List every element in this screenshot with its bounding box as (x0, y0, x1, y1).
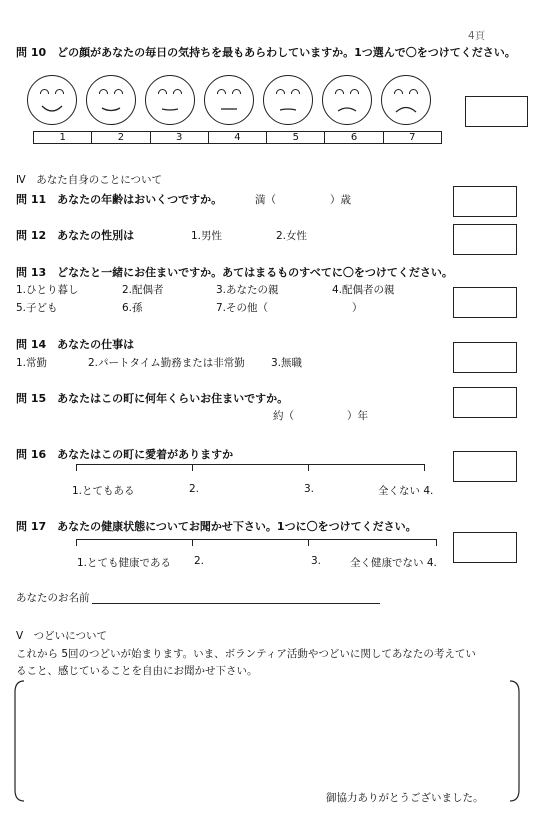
q14-option-3: 3.無職 (271, 357, 303, 369)
q13-answer-box[interactable] (453, 287, 517, 318)
face-4-neutral-icon[interactable] (204, 75, 254, 125)
q15-text: 問 15 あなたはこの町に何年くらいお住まいですか。 (16, 392, 289, 405)
name-label: あなたのお名前 (16, 592, 90, 604)
q12-text: 問 12 あなたの性別は (16, 229, 135, 242)
q17-answer-box[interactable] (453, 532, 517, 563)
q11-text: 問 11 あなたの年齢はおいくつですか。 (16, 193, 223, 206)
q12-answer-box[interactable] (453, 224, 517, 255)
face-2-happy-icon[interactable] (86, 75, 136, 125)
q16-label-1: 1.とてもある (72, 485, 135, 497)
q10-answer-box[interactable] (465, 96, 528, 127)
q11-age-prefix: 満（ (255, 194, 276, 206)
q13-text: 問 13 どなたと一緒にお住まいですか。あてはまるものすべてに〇をつけてください。 (16, 266, 453, 279)
q11-age-suffix: ）歳 (330, 194, 351, 206)
q17-label-2: 2. (194, 555, 205, 567)
face-3-slightly-happy-icon[interactable] (145, 75, 195, 125)
q14-text: 問 14 あなたの仕事は (16, 338, 135, 351)
q14-option-2: 2.パートタイム勤務または非常勤 (88, 357, 245, 369)
q16-text: 問 16 あなたはこの町に愛着がありますか (16, 448, 234, 461)
q13-option-1: 1.ひとり暮し (16, 284, 79, 296)
scale-2: 2 (92, 132, 150, 143)
q15-years-suffix: ）年 (347, 410, 368, 422)
intro-line-2: ること、感じていることを自由にお聞かせ下さい。 (16, 665, 258, 677)
q17-label-4: 全く健康でない 4. (350, 557, 437, 569)
thanks-text: 御協力ありがとうございました。 (326, 792, 484, 804)
q15-answer-box[interactable] (453, 387, 517, 418)
q13-option-4: 4.配偶者の親 (332, 284, 395, 296)
q17-tick (192, 539, 193, 546)
page-number: 4頁 (468, 30, 486, 42)
section-5-heading: Ⅴ つどいについて (16, 630, 107, 642)
q17-tick (76, 539, 77, 546)
q13-option-3: 3.あなたの親 (216, 284, 279, 296)
q17-tick (308, 539, 309, 546)
q16-tick (76, 464, 77, 471)
free-response-area[interactable] (14, 680, 520, 802)
q13-option-7-close: ） (352, 302, 363, 314)
q13-option-7: 7.その他（ (216, 302, 269, 314)
face-6-sad-icon[interactable] (322, 75, 372, 125)
name-input-line[interactable] (92, 603, 380, 604)
intro-line-1: これから 5回のつどいが始まります。いま、ボランティア活動やつどいに関してあなたの考えてい (16, 648, 476, 660)
q16-tick (308, 464, 309, 471)
face-number-scale (33, 131, 442, 144)
q17-label-1: 1.とても健康である (77, 557, 172, 569)
q12-option-female: 2.女性 (276, 230, 308, 242)
q16-label-3: 3. (304, 483, 315, 495)
scale-6: 6 (325, 132, 383, 143)
section-4-heading: Ⅳ あなた自身のことについて (16, 174, 162, 186)
q16-tick (192, 464, 193, 471)
face-5-slightly-sad-icon[interactable] (263, 75, 313, 125)
scale-7: 7 (409, 132, 416, 143)
q16-label-2: 2. (189, 483, 200, 495)
face-7-very-sad-icon[interactable] (381, 75, 431, 125)
q13-option-2: 2.配偶者 (122, 284, 164, 296)
q13-option-6: 6.孫 (122, 302, 143, 314)
scale-1: 1 (34, 132, 92, 143)
scale-3: 3 (151, 132, 209, 143)
q12-option-male: 1.男性 (191, 230, 223, 242)
q17-tick (436, 539, 437, 546)
face-1-very-happy-icon[interactable] (27, 75, 77, 125)
q13-option-5: 5.子ども (16, 302, 58, 314)
q14-answer-box[interactable] (453, 342, 517, 373)
q16-label-4: 全くない 4. (378, 485, 434, 497)
q17-label-3: 3. (311, 555, 322, 567)
scale-5: 5 (267, 132, 325, 143)
q15-years-prefix: 約（ (273, 410, 294, 422)
q16-answer-box[interactable] (453, 451, 517, 482)
q10-text: 問 10 どの顔があなたの毎日の気持ちを最もあらわしていますか。1つ選んで〇をつけてください。 (16, 46, 516, 59)
q17-text: 問 17 あなたの健康状態についてお聞かせ下さい。1つに〇をつけてください。 (16, 520, 417, 533)
q16-tick (424, 464, 425, 471)
q16-scale-line (76, 464, 424, 465)
q17-scale-line (76, 539, 436, 540)
q11-answer-box[interactable] (453, 186, 517, 217)
q14-option-1: 1.常勤 (16, 357, 48, 369)
scale-4: 4 (209, 132, 267, 143)
